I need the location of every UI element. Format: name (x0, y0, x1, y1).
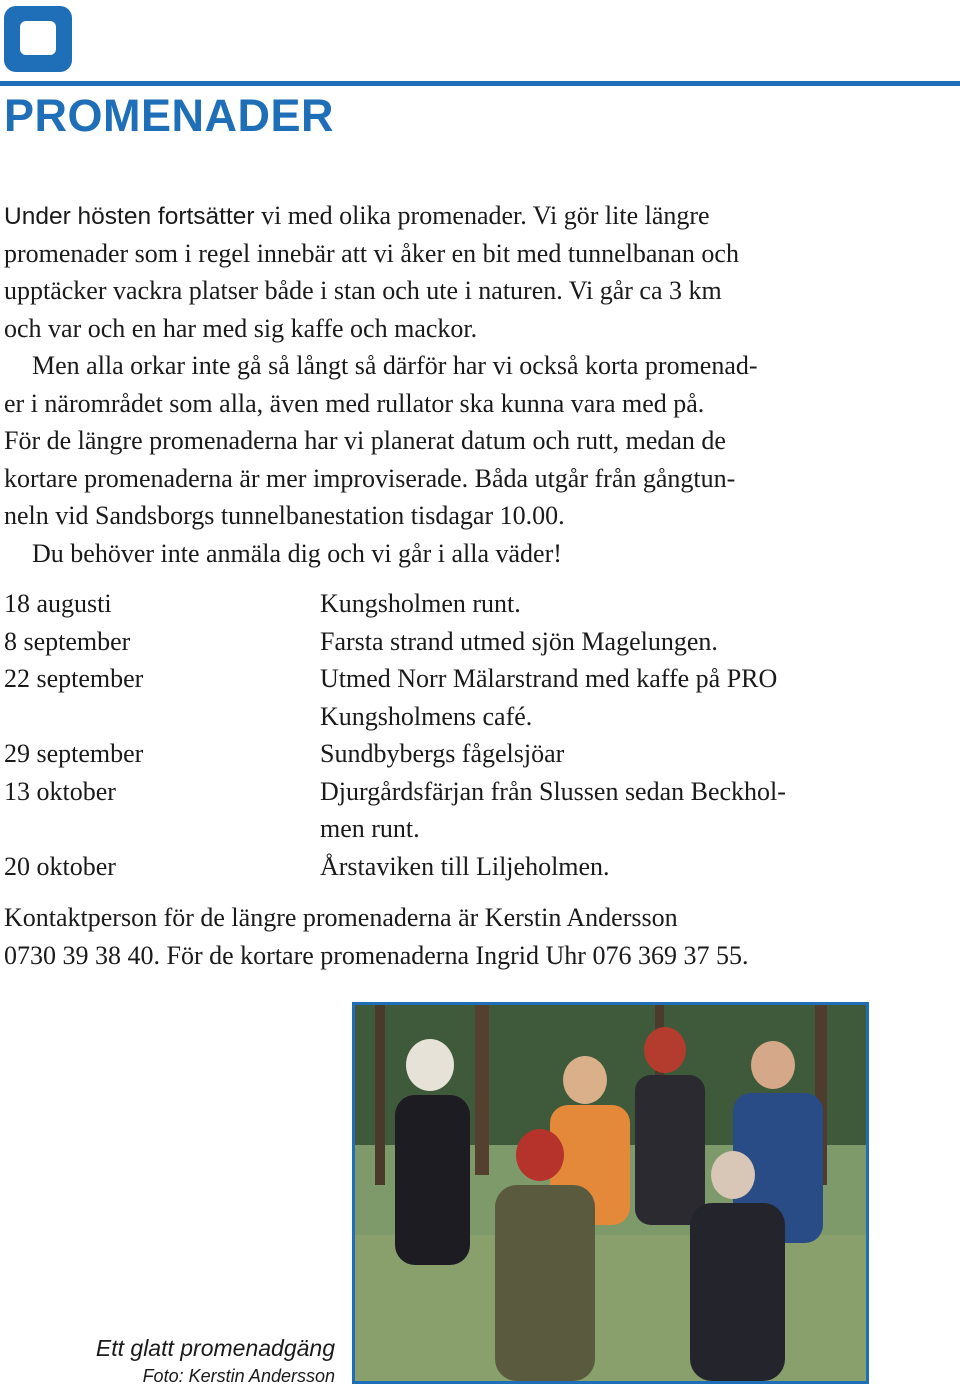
rounded-square-logo-icon (4, 6, 72, 72)
schedule-date: 22 september (4, 664, 144, 693)
contact-line: Kontaktperson för de längre promenaderna är Kerstin Andersson (4, 903, 678, 932)
schedule-row (4, 773, 904, 848)
walk-schedule (4, 585, 904, 885)
schedule-desc (320, 660, 904, 735)
intro-lead-serif: vi med olika promenader. Vi gör lite längre (254, 201, 710, 230)
schedule-date: 18 augusti (4, 589, 112, 618)
schedule-desc-line: Utmed Norr Mälarstrand med kaffe på PRO (320, 664, 778, 693)
group-photo (352, 1002, 869, 1384)
header-rule (0, 81, 960, 86)
paragraph-line: kortare promenaderna är mer improviserade. Båda utgår från gångtun- (4, 463, 736, 493)
intro-line: och var och en har med sig kaffe och mackor. (4, 313, 478, 343)
photo-credit: Foto: Kerstin Andersson (142, 1366, 335, 1386)
schedule-row (4, 660, 904, 735)
schedule-row (4, 585, 904, 623)
page-title: PROMENADER (4, 90, 335, 141)
paragraph-line: För de längre promenaderna har vi planerat datum och rutt, medan de (4, 426, 726, 455)
photo-caption-block (96, 1333, 335, 1389)
schedule-date: 20 oktober (4, 851, 116, 881)
schedule-desc-line: Djurgårdsfärjan från Slussen sedan Beckhol- (320, 776, 786, 806)
schedule-desc: Årstaviken till Liljeholmen. (320, 851, 610, 881)
contact-line: 0730 39 38 40. För de kortare promenaderna Ingrid Uhr 076 369 37 55. (4, 940, 749, 970)
paragraph-line: er i närområdet som alla, även med rullator ska kunna vara med på. (4, 388, 705, 418)
schedule-row (4, 848, 904, 886)
schedule-desc-line: Kungsholmens café. (320, 701, 533, 731)
schedule-desc: Sundbybergs fågelsjöar (320, 739, 565, 768)
schedule-date: 29 september (4, 739, 144, 768)
no-signup-note: Du behöver inte anmäla dig och vi går i alla väder! (32, 538, 562, 568)
intro-line: upptäcker vackra platser både i stan och ute i naturen. Vi går ca 3 km (4, 276, 722, 305)
schedule-row (4, 735, 904, 773)
schedule-date: 13 oktober (4, 776, 116, 806)
intro-line: promenader som i regel innebär att vi åker en bit med tunnelbanan och (4, 238, 739, 268)
schedule-desc (320, 773, 904, 848)
paragraph-line: neln vid Sandsborgs tunnelbanestation tisdagar 10.00. (4, 501, 565, 530)
paragraph-line: Men alla orkar inte gå så långt så därför har vi också korta promenad- (32, 351, 758, 380)
schedule-date: 8 september (4, 626, 131, 656)
group-photo-illustration (355, 1005, 866, 1381)
intro-lead-sans: Under hösten fortsätter (4, 203, 255, 230)
intro-line-1 (4, 197, 710, 236)
schedule-desc: Farsta strand utmed sjön Magelungen. (320, 626, 718, 656)
schedule-row (4, 623, 904, 661)
photo-caption: Ett glatt promenadgäng (95, 1335, 335, 1361)
schedule-desc: Kungsholmen runt. (320, 589, 521, 618)
schedule-desc-line: men runt. (320, 814, 420, 843)
